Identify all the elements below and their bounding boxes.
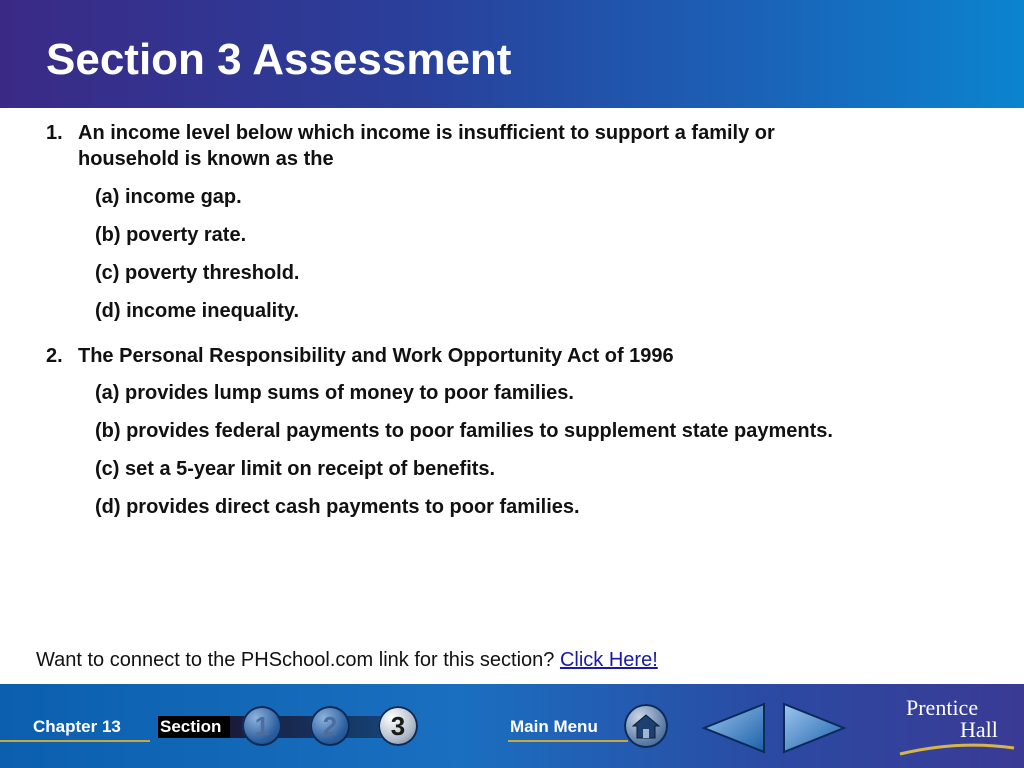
section-1-button[interactable]: 1 xyxy=(242,706,282,746)
option-2d[interactable]: (d) provides direct cash payments to poor families. xyxy=(95,496,580,518)
logo-line-2: Hall xyxy=(960,717,998,742)
option-2a[interactable]: (a) provides lump sums of money to poor families. xyxy=(95,382,574,404)
section-3-button[interactable]: 3 xyxy=(378,706,418,746)
phschool-link-line xyxy=(36,647,658,673)
main-menu-label[interactable]: Main Menu xyxy=(510,717,598,736)
question-number: 1. xyxy=(46,122,63,144)
previous-arrow-icon[interactable] xyxy=(700,700,768,756)
click-here-link[interactable]: Click Here! xyxy=(559,649,658,671)
page-title: Section 3 Assessment xyxy=(46,35,512,84)
phschool-prompt: Want to connect to the PHSchool.com link for this section? xyxy=(36,649,555,671)
question-2 xyxy=(46,343,906,369)
next-arrow-icon[interactable] xyxy=(780,700,848,756)
option-1c[interactable]: (c) poverty threshold. xyxy=(95,262,300,284)
footer-divider-menu xyxy=(508,740,628,742)
logo-swoosh xyxy=(898,742,1016,756)
question-number: 2. xyxy=(46,345,63,367)
option-2b[interactable]: (b) provides federal payments to poor families to supplement state payments. xyxy=(95,420,833,442)
question-text-line-2: household is known as the xyxy=(78,148,334,170)
prentice-hall-logo xyxy=(898,694,1016,760)
home-button[interactable] xyxy=(624,704,668,748)
question-text-line-1: An income level below which income is insufficient to support a family or xyxy=(78,122,775,144)
option-1a[interactable]: (a) income gap. xyxy=(95,186,242,208)
footer-divider-left xyxy=(0,740,150,742)
title-bar xyxy=(0,0,1024,108)
question-text-line-1: The Personal Responsibility and Work Opportunity Act of 1996 xyxy=(78,345,674,367)
section-2-button[interactable]: 2 xyxy=(310,706,350,746)
question-1 xyxy=(46,120,906,172)
logo-line-1: Prentice xyxy=(906,695,979,720)
option-2c[interactable]: (c) set a 5-year limit on receipt of benefits. xyxy=(95,458,496,480)
option-1d[interactable]: (d) income inequality. xyxy=(95,300,300,322)
option-1b[interactable]: (b) poverty rate. xyxy=(95,224,247,246)
home-icon xyxy=(632,713,660,739)
section-label: Section xyxy=(158,716,230,738)
chapter-label[interactable]: Chapter 13 xyxy=(33,717,121,736)
